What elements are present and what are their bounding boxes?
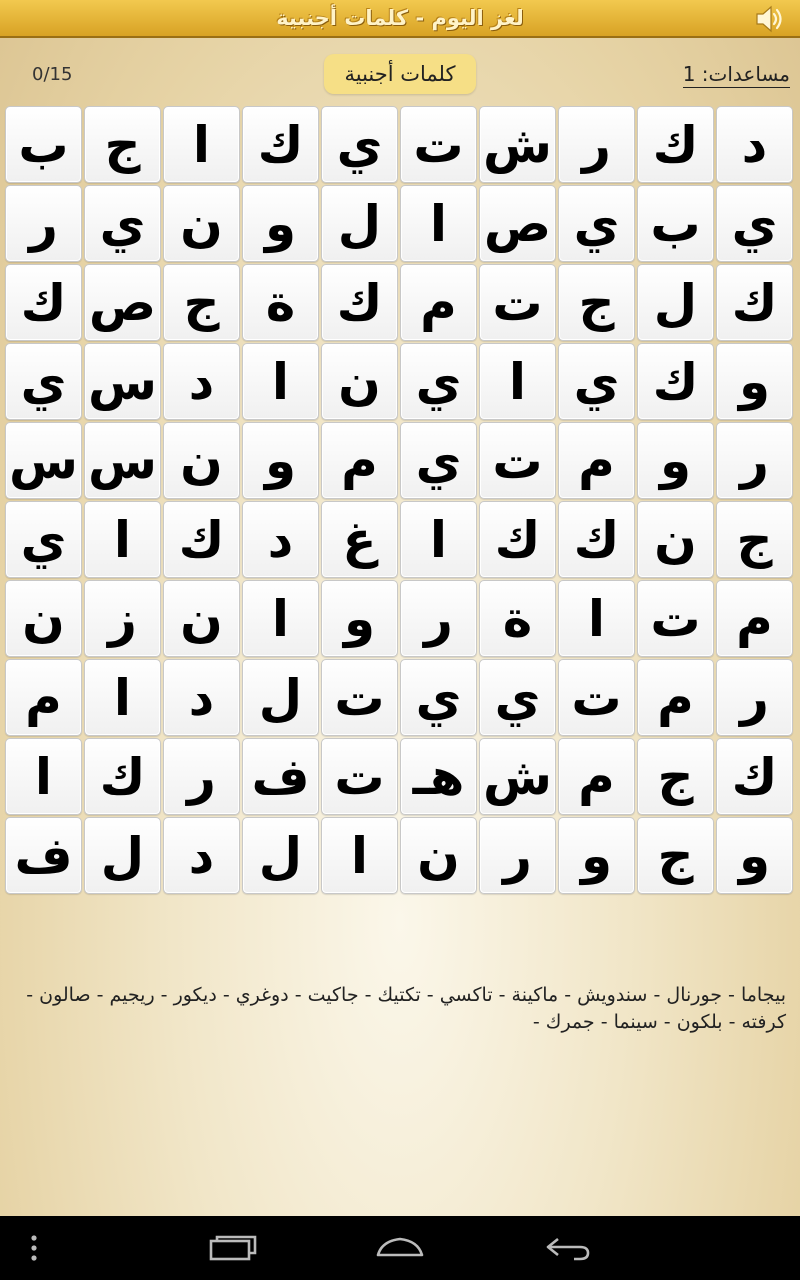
letter-tile[interactable]: ت <box>400 106 477 183</box>
letter-tile[interactable]: ت <box>321 659 398 736</box>
letter-tile[interactable]: ك <box>558 501 635 578</box>
speaker-icon[interactable] <box>754 4 786 34</box>
letter-tile[interactable]: ي <box>5 501 82 578</box>
letter-tile[interactable]: س <box>84 343 161 420</box>
letter-tile[interactable]: د <box>163 817 240 894</box>
letter-tile[interactable]: ي <box>321 106 398 183</box>
letter-tile[interactable]: و <box>716 817 793 894</box>
letter-tile[interactable]: ز <box>84 580 161 657</box>
letter-tile[interactable]: ك <box>163 501 240 578</box>
letter-tile[interactable]: ا <box>84 501 161 578</box>
back-icon[interactable] <box>536 1216 600 1280</box>
letter-tile[interactable]: ب <box>637 185 714 262</box>
letter-tile[interactable]: ر <box>479 817 556 894</box>
letter-tile[interactable]: ن <box>163 185 240 262</box>
letter-tile[interactable]: م <box>558 738 635 815</box>
letter-tile[interactable]: ي <box>84 185 161 262</box>
letter-tile[interactable]: م <box>5 659 82 736</box>
letter-tile[interactable]: ي <box>5 343 82 420</box>
letter-tile[interactable]: ك <box>716 264 793 341</box>
letter-tile[interactable]: ا <box>242 580 319 657</box>
letter-tile[interactable]: و <box>637 422 714 499</box>
letter-tile[interactable]: ص <box>479 185 556 262</box>
letter-tile[interactable]: ة <box>479 580 556 657</box>
letter-tile[interactable]: ر <box>558 106 635 183</box>
letter-tile[interactable]: ك <box>84 738 161 815</box>
letter-tile[interactable]: ف <box>5 817 82 894</box>
letter-tile[interactable]: ف <box>242 738 319 815</box>
letter-tile[interactable]: ج <box>637 738 714 815</box>
letter-tile[interactable]: ر <box>163 738 240 815</box>
letter-tile[interactable]: س <box>5 422 82 499</box>
letter-tile[interactable]: د <box>163 659 240 736</box>
letter-tile[interactable]: ي <box>558 343 635 420</box>
letter-tile[interactable]: و <box>716 343 793 420</box>
letter-tile[interactable]: ي <box>400 659 477 736</box>
letter-tile[interactable]: ا <box>558 580 635 657</box>
system-navbar <box>0 1216 800 1280</box>
letter-tile[interactable]: ش <box>479 738 556 815</box>
letter-tile[interactable]: ي <box>558 185 635 262</box>
letter-tile[interactable]: ر <box>716 422 793 499</box>
hints-button[interactable]: مساعدات: 1 <box>682 62 790 86</box>
letter-tile[interactable]: ت <box>637 580 714 657</box>
letter-tile[interactable]: ت <box>479 264 556 341</box>
letter-tile[interactable]: ل <box>321 185 398 262</box>
letter-tile[interactable]: ل <box>84 817 161 894</box>
letter-tile[interactable]: ص <box>84 264 161 341</box>
letter-tile[interactable]: و <box>242 185 319 262</box>
letter-tile[interactable]: د <box>716 106 793 183</box>
puzzle-title: كلمات أجنبية <box>324 54 476 94</box>
home-icon[interactable] <box>368 1216 432 1280</box>
recent-apps-icon[interactable] <box>200 1216 264 1280</box>
letter-tile[interactable]: ر <box>716 659 793 736</box>
letter-tile[interactable]: ي <box>716 185 793 262</box>
word-list: بيجاما - جورنال - سندويش - ماكينة - تاكسي - تكتيك - جاكيت - دوغري - ديكور - ريجيم - صالون - كرفته - بلكون - سينما - جمرك - <box>26 984 786 1033</box>
letter-tile[interactable]: م <box>400 264 477 341</box>
letter-tile[interactable]: ك <box>321 264 398 341</box>
letter-tile[interactable]: ا <box>163 106 240 183</box>
letter-tile[interactable]: ي <box>400 422 477 499</box>
overflow-menu-icon[interactable] <box>14 1216 54 1280</box>
letter-tile[interactable]: ج <box>716 501 793 578</box>
letter-grid[interactable] <box>5 106 795 894</box>
letter-tile[interactable]: ن <box>321 343 398 420</box>
letter-tile[interactable]: و <box>242 422 319 499</box>
letter-tile[interactable]: م <box>558 422 635 499</box>
letter-tile[interactable]: ا <box>400 185 477 262</box>
letter-tile[interactable]: ب <box>5 106 82 183</box>
letter-tile[interactable]: و <box>321 580 398 657</box>
letter-tile[interactable]: ت <box>321 738 398 815</box>
letter-tile[interactable]: م <box>321 422 398 499</box>
letter-tile[interactable]: ن <box>637 501 714 578</box>
found-counter: 0/15 <box>32 64 73 85</box>
letter-tile[interactable]: ج <box>558 264 635 341</box>
letter-tile[interactable]: ك <box>479 501 556 578</box>
letter-tile[interactable]: ك <box>242 106 319 183</box>
letter-tile[interactable]: د <box>163 343 240 420</box>
letter-tile[interactable]: ل <box>242 659 319 736</box>
letter-tile[interactable]: ن <box>5 580 82 657</box>
letter-tile[interactable]: م <box>637 659 714 736</box>
letter-tile[interactable]: ت <box>558 659 635 736</box>
letter-tile[interactable]: ن <box>163 580 240 657</box>
letter-tile[interactable]: ت <box>479 422 556 499</box>
letter-tile[interactable]: ج <box>163 264 240 341</box>
letter-tile[interactable]: د <box>242 501 319 578</box>
letter-tile[interactable]: ن <box>163 422 240 499</box>
letter-tile[interactable]: ا <box>321 817 398 894</box>
letter-tile[interactable]: ج <box>84 106 161 183</box>
letter-tile[interactable]: ك <box>637 343 714 420</box>
letter-tile[interactable]: ة <box>242 264 319 341</box>
letter-tile[interactable]: ل <box>637 264 714 341</box>
letter-tile[interactable]: ي <box>400 343 477 420</box>
letter-tile[interactable]: م <box>716 580 793 657</box>
letter-tile[interactable]: ش <box>479 106 556 183</box>
letter-tile[interactable]: ن <box>400 817 477 894</box>
letter-tile[interactable]: ك <box>637 106 714 183</box>
letter-tile[interactable]: ج <box>637 817 714 894</box>
letter-tile[interactable]: و <box>558 817 635 894</box>
letter-tile[interactable]: ك <box>716 738 793 815</box>
letter-tile[interactable]: هـ <box>400 738 477 815</box>
letter-tile[interactable]: ك <box>5 264 82 341</box>
letter-tile[interactable]: غ <box>321 501 398 578</box>
letter-tile[interactable]: ا <box>84 659 161 736</box>
letter-tile[interactable]: س <box>84 422 161 499</box>
letter-tile[interactable]: ي <box>479 659 556 736</box>
title-bar <box>0 0 800 38</box>
letter-tile[interactable]: ا <box>5 738 82 815</box>
letter-tile[interactable]: ا <box>242 343 319 420</box>
app-title: لغز اليوم - كلمات أجنبية <box>276 6 524 30</box>
letter-tile[interactable]: ا <box>400 501 477 578</box>
letter-tile[interactable]: ر <box>5 185 82 262</box>
letter-tile[interactable]: ل <box>242 817 319 894</box>
letter-tile[interactable]: ر <box>400 580 477 657</box>
game-header <box>0 50 800 96</box>
letter-tile[interactable]: ا <box>479 343 556 420</box>
